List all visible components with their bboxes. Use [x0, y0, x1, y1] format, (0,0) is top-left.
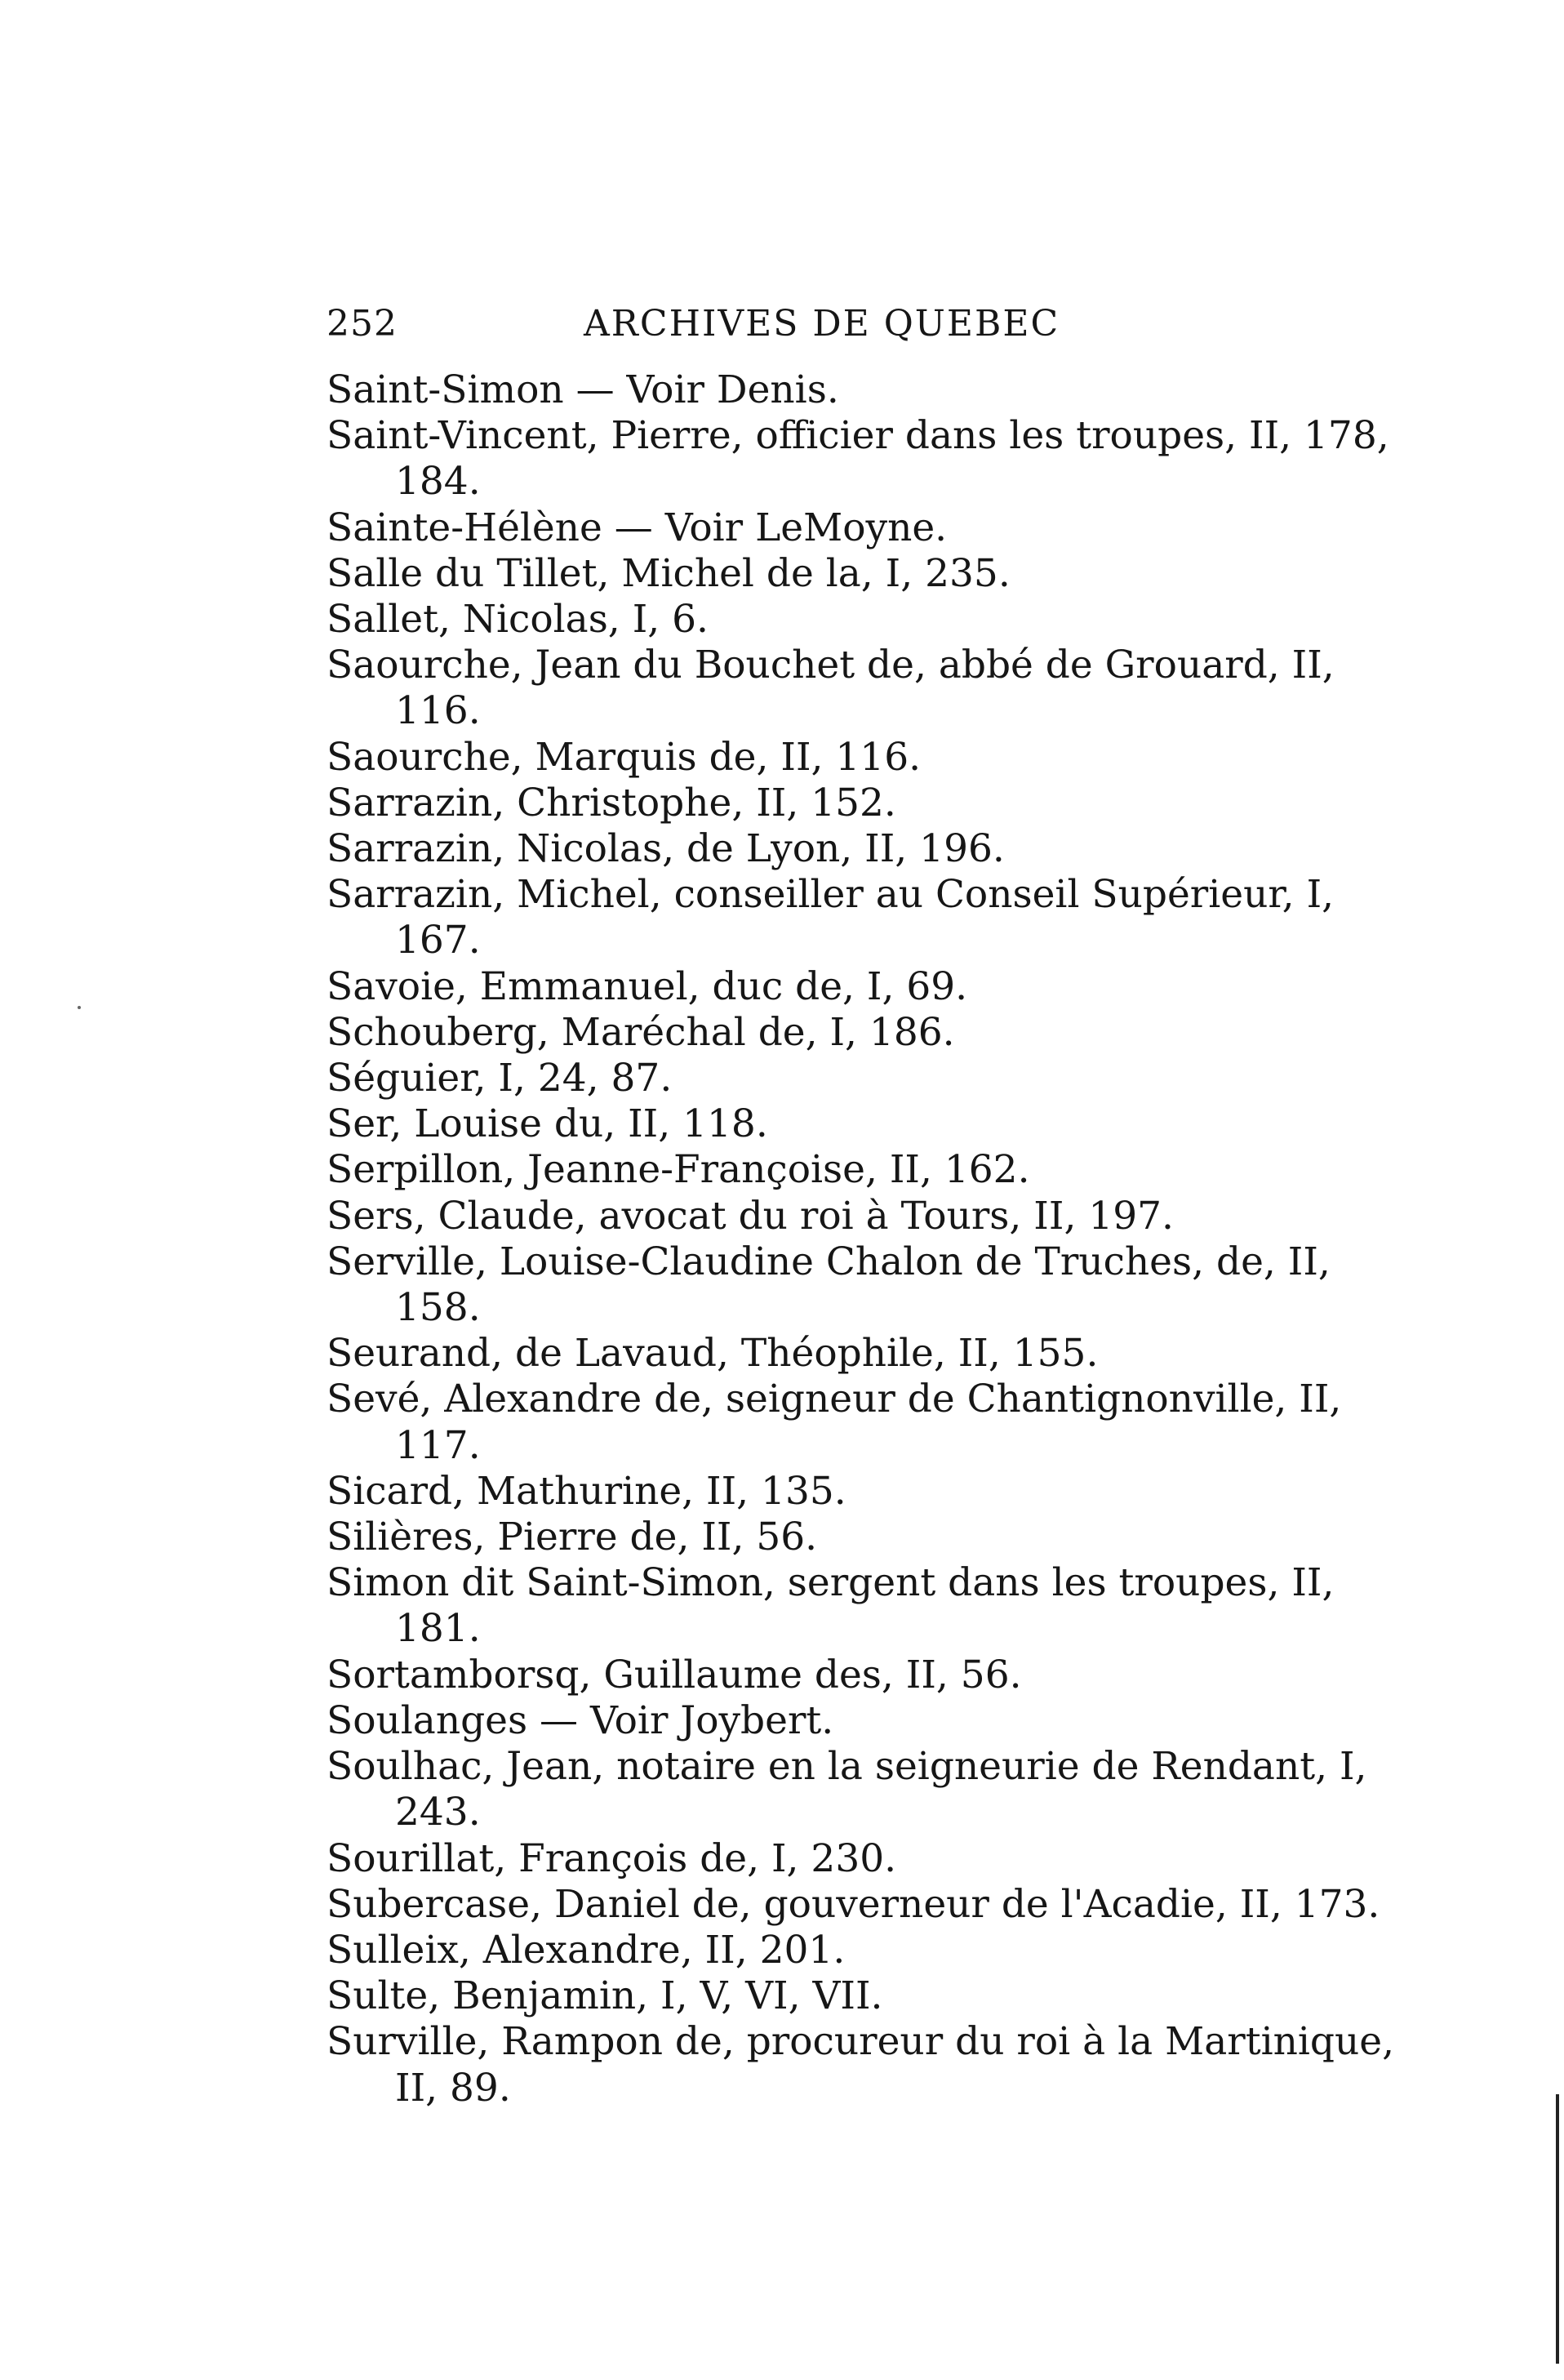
index-entry: Serpillon, Jeanne-Françoise, II, 162.	[327, 1147, 1030, 1193]
index-entry: Sarrazin, Michel, conseiller au Conseil Supérieur, I, 167.	[327, 872, 1335, 963]
index-entry: Séguier, I, 24, 87.	[327, 1056, 673, 1101]
index-entry: Sulte, Benjamin, I, V, VI, VII.	[327, 1973, 883, 2019]
index-entry: Sortamborsq, Guillaume des, II, 56.	[327, 1652, 1022, 1697]
index-entry: Sourillat, François de, I, 230.	[327, 1835, 897, 1881]
index-entry: Sainte-Hélène — Voir LeMoyne.	[327, 505, 948, 550]
index-entry: Saourche, Marquis de, II, 116.	[327, 734, 922, 780]
index-entry: Schouberg, Maréchal de, I, 186.	[327, 1009, 955, 1055]
index-entry: Silières, Pierre de, II, 56.	[327, 1515, 818, 1560]
index-entry: Sevé, Alexandre de, seigneur de Chantignonville, II, 117.	[327, 1377, 1342, 1468]
index-entry: Soulhac, Jean, notaire en la seigneurie de Rendant, I, 243.	[327, 1744, 1367, 1835]
index-entry-list	[327, 367, 1404, 2111]
index-entry: Salle du Tillet, Michel de la, I, 235.	[327, 550, 1011, 596]
index-entry: Subercase, Daniel de, gouverneur de l'Acadie, II, 173.	[327, 1881, 1380, 1927]
index-entry: Serville, Louise-Claudine Chalon de Truches, de, II, 158.	[327, 1239, 1331, 1331]
index-entry: Sers, Claude, avocat du roi à Tours, II, 197.	[327, 1193, 1174, 1239]
index-entry: Seurand, de Lavaud, Théophile, II, 155.	[327, 1331, 1099, 1377]
index-entry: Saourche, Jean du Bouchet de, abbé de Grouard, II, 116.	[327, 643, 1335, 734]
index-entry: Sarrazin, Nicolas, de Lyon, II, 196.	[327, 826, 1005, 872]
index-entry: Sulleix, Alexandre, II, 201.	[327, 1927, 846, 1973]
index-entry: Sicard, Mathurine, II, 135.	[327, 1468, 846, 1514]
page-number: 252	[327, 303, 398, 345]
margin-speck	[78, 1006, 81, 1009]
index-entry: Ser, Louise du, II, 118.	[327, 1101, 768, 1147]
index-entry: Sallet, Nicolas, I, 6.	[327, 597, 709, 643]
index-entry: Soulanges — Voir Joybert.	[327, 1697, 834, 1743]
index-entry: Saint-Simon — Voir Denis.	[327, 367, 839, 412]
index-entry: Saint-Vincent, Pierre, officier dans les troupes, II, 178, 184.	[327, 413, 1389, 505]
index-entry: Sarrazin, Christophe, II, 152.	[327, 780, 896, 825]
page-header	[327, 296, 1143, 353]
running-title: ARCHIVES DE QUEBEC	[584, 303, 1060, 345]
index-entry: Surville, Rampon de, procureur du roi à la Martinique, II, 89.	[327, 2019, 1395, 2111]
scan-edge-line	[1556, 2094, 1559, 2364]
index-entry: Savoie, Emmanuel, duc de, I, 69.	[327, 963, 968, 1009]
index-entry: Simon dit Saint-Simon, sergent dans les troupes, II, 181.	[327, 1560, 1335, 1652]
